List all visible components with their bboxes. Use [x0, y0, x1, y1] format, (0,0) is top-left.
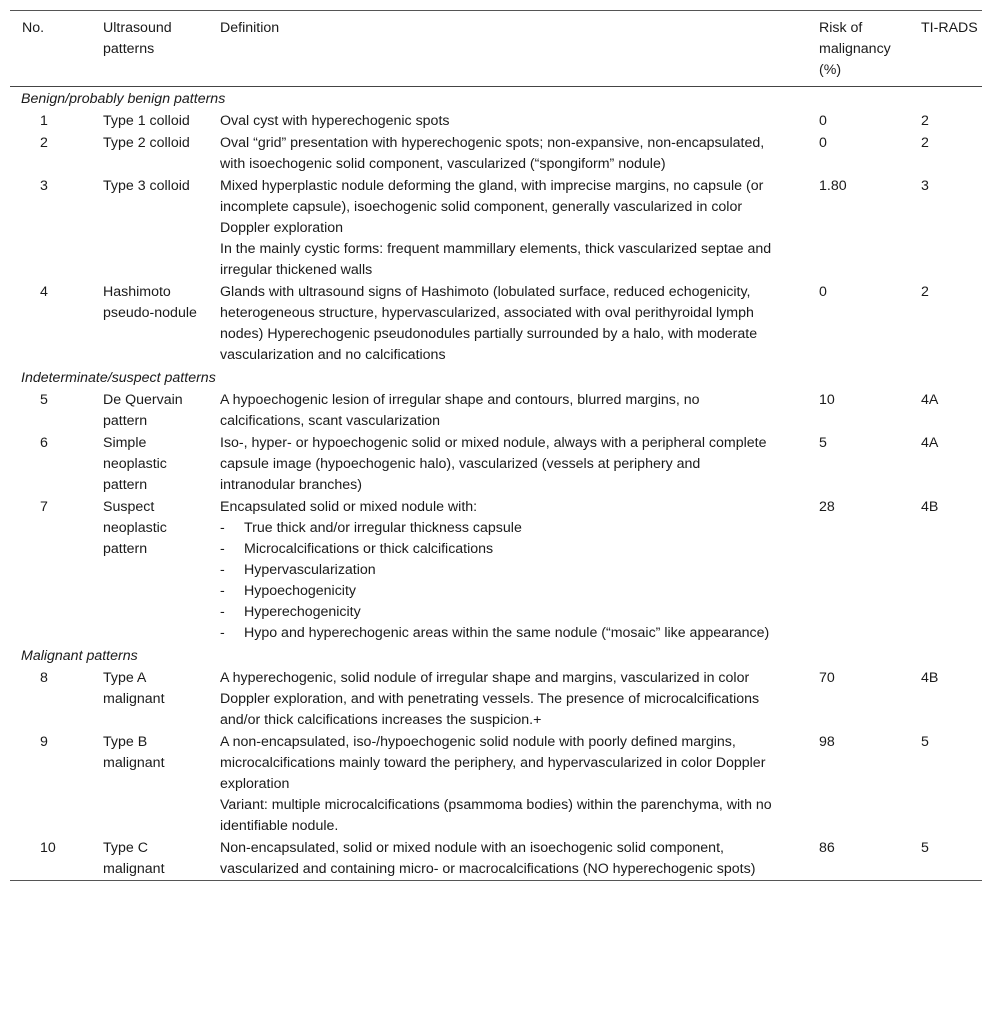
definition-bullet: [220, 560, 773, 581]
definition-text: A hypoechogenic lesion of irregular shape and contours, blurred margins, no calcifications, scant vascularization: [220, 392, 700, 429]
table-header: [10, 11, 982, 87]
bullet-text: Microcalcifications or thick calcifications: [244, 541, 494, 557]
cell-no: 10: [40, 840, 56, 856]
definition-text: Non-encapsulated, solid or mixed nodule with an isoechogenic solid component, vascularized and containing micro- or macrocalcifications (NO hyperechogenic spots): [220, 840, 756, 877]
definition-text: Oval cyst with hyperechogenic spots: [220, 113, 450, 129]
table-body: [10, 87, 982, 880]
bullet-text: Hypoechogenicity: [244, 583, 356, 599]
bullet-mark: -: [220, 520, 225, 536]
cell-definition: [205, 133, 803, 175]
header-pattern: Ultrasound patterns: [103, 20, 172, 57]
cell-no: 9: [40, 734, 48, 750]
cell-definition: [205, 497, 803, 644]
group-title: Benign/probably benign patterns: [21, 91, 226, 107]
cell-definition: [205, 176, 803, 281]
cell-tirads: 4A: [921, 392, 939, 408]
cell-pattern: Simple neoplastic pattern: [103, 435, 167, 493]
table-row: [10, 281, 982, 366]
definition-bullet: [220, 581, 773, 602]
cell-tirads: 2: [921, 135, 929, 151]
cell-definition: [205, 282, 803, 366]
definition-text-2: In the mainly cystic forms: frequent mammillary elements, thick vascularized septae and irregular thickened walls: [220, 241, 772, 278]
bullet-mark: -: [220, 583, 225, 599]
table-row: [10, 175, 982, 281]
cell-tirads: 2: [921, 113, 929, 129]
cell-no: 3: [40, 178, 48, 194]
cell-tirads: 3: [921, 178, 929, 194]
table-row: [10, 837, 982, 880]
definition-text: A hyperechogenic, solid nodule of irregular shape and margins, vascularized in color Doppler exploration, and with penetrating vessels. The presence of microcalcifications and/or thick calcifications increases the suspicion.+: [220, 670, 760, 728]
cell-pattern: Hashimoto pseudo-nodule: [103, 284, 197, 321]
definition-text: Iso-, hyper- or hypoechogenic solid or mixed nodule, always with a peripheral complete capsule image (hypoechogenic halo), vascularized (vessels at periphery and intranodular branches): [220, 435, 767, 493]
cell-tirads: 5: [921, 734, 929, 750]
cell-pattern: Type 1 colloid: [103, 113, 190, 129]
cell-no: 5: [40, 392, 48, 408]
cell-tirads: 4B: [921, 670, 939, 686]
bullet-text: Hyperechogenicity: [244, 604, 361, 620]
cell-pattern: De Quervain pattern: [103, 392, 183, 429]
definition-text-2: Variant: multiple microcalcifications (psammoma bodies) within the parenchyma, with no identifiable nodule.: [220, 797, 772, 834]
table-row: [10, 132, 982, 175]
cell-risk: 28: [819, 499, 835, 515]
cell-risk: 10: [819, 392, 835, 408]
bullet-text: Hypervascularization: [244, 562, 376, 578]
cell-pattern: Type 2 colloid: [103, 135, 190, 151]
table-row: [10, 496, 982, 644]
cell-no: 4: [40, 284, 48, 300]
cell-risk: 0: [819, 113, 827, 129]
definition-bullet: [220, 539, 773, 560]
bullet-mark: -: [220, 625, 225, 641]
definition-bullet: [220, 518, 773, 539]
table-row: [10, 389, 982, 432]
ultrasound-patterns-table: [10, 10, 982, 881]
bullet-mark: -: [220, 541, 225, 557]
header-risk: Risk of malignancy (%): [819, 20, 891, 78]
definition-text: Encapsulated solid or mixed nodule with:: [220, 499, 478, 515]
bullet-text: Hypo and hyperechogenic areas within the same nodule (“mosaic” like appearance): [244, 625, 770, 641]
cell-definition: [205, 111, 803, 132]
cell-tirads: 5: [921, 840, 929, 856]
cell-definition: [205, 838, 803, 880]
cell-pattern: Suspect neoplastic pattern: [103, 499, 167, 557]
definition-text: Mixed hyperplastic nodule deforming the gland, with imprecise margins, no capsule (or incomplete capsule), isoechogenic solid component, generally vascularized in color Doppler exploration: [220, 178, 764, 236]
cell-risk: 0: [819, 135, 827, 151]
cell-risk: 70: [819, 670, 835, 686]
cell-definition: [205, 668, 803, 731]
cell-pattern: Type 3 colloid: [103, 178, 190, 194]
header-definition: Definition: [220, 20, 280, 36]
header-tirads: TI-RADS: [921, 20, 978, 36]
group-title: Indeterminate/suspect patterns: [21, 370, 216, 386]
cell-risk: 86: [819, 840, 835, 856]
definition-bullet: [220, 602, 773, 623]
cell-tirads: 4B: [921, 499, 939, 515]
cell-definition: [205, 390, 803, 432]
cell-risk: 1.80: [819, 178, 847, 194]
group-title: Malignant patterns: [21, 648, 138, 664]
definition-bullet: [220, 623, 773, 644]
definition-text: Glands with ultrasound signs of Hashimoto (lobulated surface, reduced echogenicity, heterogeneous structure, hypervascularized, associated with oval perithyroidal lymph nodes) Hyperechogenic pseudonodules partially surrounded by a halo, with moderate vascularization and no calcifications: [220, 284, 758, 363]
header-no: No.: [22, 20, 45, 36]
cell-tirads: 4A: [921, 435, 939, 451]
bullet-mark: -: [220, 562, 225, 578]
table-row: [10, 731, 982, 837]
cell-no: 7: [40, 499, 48, 515]
cell-pattern: Type A malignant: [103, 670, 165, 707]
definition-text: A non-encapsulated, iso-/hypoechogenic solid nodule with poorly defined margins, microcalcifications mainly toward the periphery, and hypervascularized in color Doppler exploration: [220, 734, 766, 792]
cell-no: 8: [40, 670, 48, 686]
table-row: [10, 667, 982, 731]
cell-definition: [205, 732, 803, 837]
cell-pattern: Type C malignant: [103, 840, 165, 877]
cell-no: 1: [40, 113, 48, 129]
cell-risk: 0: [819, 284, 827, 300]
bullet-mark: -: [220, 604, 225, 620]
table-row: [10, 432, 982, 496]
cell-no: 2: [40, 135, 48, 151]
cell-definition: [205, 433, 803, 496]
cell-no: 6: [40, 435, 48, 451]
cell-pattern: Type B malignant: [103, 734, 165, 771]
table-row: [10, 110, 982, 132]
cell-risk: 5: [819, 435, 827, 451]
bullet-text: True thick and/or irregular thickness capsule: [244, 520, 522, 536]
cell-risk: 98: [819, 734, 835, 750]
cell-tirads: 2: [921, 284, 929, 300]
definition-text: Oval “grid” presentation with hyperechogenic spots; non-expansive, non-encapsulated, with isoechogenic solid component, vascularized (“spongiform” nodule): [220, 135, 765, 172]
